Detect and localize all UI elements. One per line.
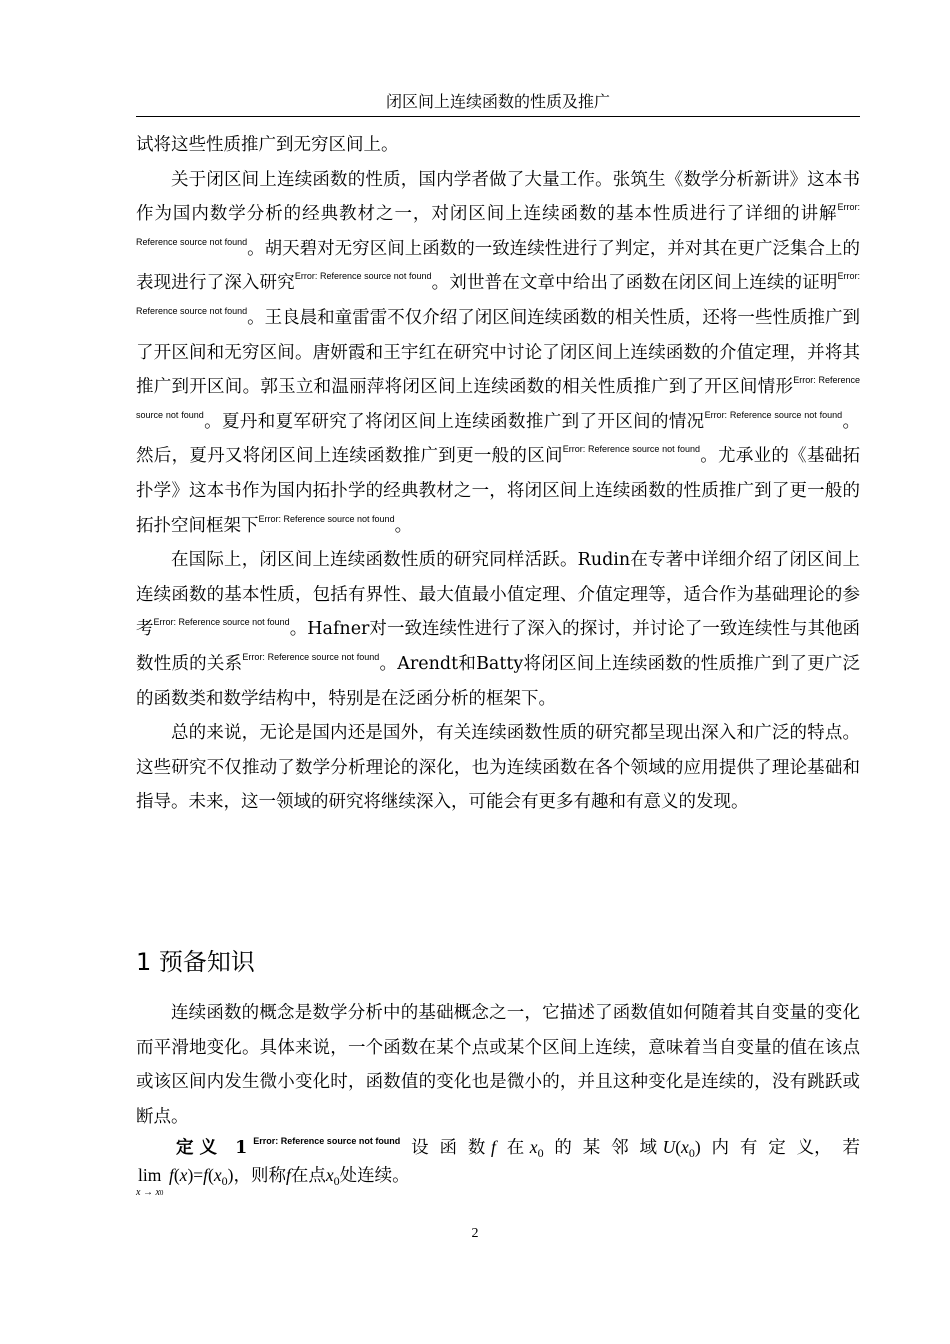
def-word bbox=[507, 1132, 544, 1168]
reference-error: Error: Reference source not found bbox=[136, 375, 861, 420]
math-paren: ) bbox=[694, 1137, 701, 1157]
definition-label-text: 定义 1 bbox=[176, 1138, 254, 1158]
reference-error: Error: Reference source not found bbox=[562, 444, 700, 455]
definition-label bbox=[176, 1133, 400, 1163]
math-paren: ( bbox=[675, 1137, 682, 1157]
reference-error: Error: Reference source not found bbox=[294, 271, 432, 282]
reference-error: Error: Reference source not found bbox=[136, 271, 861, 316]
math-sub-0: 0 bbox=[333, 1174, 340, 1188]
math-U: U bbox=[662, 1137, 676, 1157]
def-word: 函 bbox=[439, 1138, 458, 1158]
math-sub-0: 0 bbox=[688, 1146, 695, 1160]
math-sub-0: 0 bbox=[537, 1146, 544, 1160]
text-run: 。王良晨和童雷雷不仅介绍了闭区间连续函数的相关性质，还将一些性质推广到了开区间和无穷区间。唐妍霞和王宇红在研究中讨论了闭区间上连续函数的介值定理，并将其推广到开区间。郭玉立和温丽萍将闭区间上连续函数的相关性质推广到了开区间情形 bbox=[136, 307, 860, 398]
text-run: 。Hafner对一致连续性进行了深入的探讨，并讨论了一致连续性与其他函数性质的关系 bbox=[136, 619, 861, 674]
reference-error: Error: Reference source not found bbox=[153, 617, 290, 628]
math-x: x bbox=[213, 1165, 222, 1185]
reference-error: Error: Reference source not found bbox=[253, 1136, 401, 1146]
def-word bbox=[640, 1132, 701, 1168]
math-paren: ( bbox=[208, 1165, 214, 1185]
text-run: 。夏丹和夏军研究了将闭区间上连续函数推广到了开区间的情况 bbox=[203, 411, 705, 432]
math-paren: ( bbox=[173, 1165, 180, 1185]
def-word: 的 bbox=[554, 1138, 572, 1158]
definition-line-2 bbox=[136, 1166, 410, 1202]
math-paren: )= bbox=[187, 1165, 204, 1185]
text-run: 。胡天碧对无穷区间上函数的一致连续性进行了判定，并对其在更广泛集合上的表现进行了深入研究 bbox=[136, 238, 860, 294]
paragraph-3: 总的来说，无论是国内还是国外，有关连续函数性质的研究都呈现出深入和广泛的特点。这些研究不仅推动了数学分析理论的深化，也为连续函数在各个领域的应用提供了理论基础和指导。未来，这一领域的研究将继续深入，可能会有更多有趣和有意义的发现。 bbox=[136, 723, 860, 813]
def-word: 若 bbox=[842, 1138, 860, 1158]
reference-error: Error: Reference source not found bbox=[258, 513, 395, 524]
text-run: 。 bbox=[394, 515, 413, 536]
def-word: 定 bbox=[768, 1138, 786, 1158]
lim-sub-text: x → x bbox=[136, 1187, 160, 1198]
reference-error: Error: Reference source not found bbox=[704, 409, 843, 420]
math-x: x bbox=[179, 1165, 188, 1185]
section-paragraph: 连续函数的概念是数学分析中的基础概念之一，它描述了函数值如何随着其自变量的变化而平滑地变化。具体来说，一个函数在某个点或某个区间上连续，意味着当自变量的值在该点或该区间内发生微小变化时，函数值的变化也是微小的，并且这种变化是连续的，没有跳跃或断点。 bbox=[136, 1003, 860, 1127]
def-word-text: 域 bbox=[639, 1138, 657, 1158]
body-text bbox=[136, 128, 860, 820]
paragraph-2 bbox=[136, 543, 860, 716]
limit-equation bbox=[169, 1166, 410, 1186]
math-f: f bbox=[168, 1165, 174, 1185]
math-x: x bbox=[529, 1137, 538, 1157]
math-sub-0: 0 bbox=[221, 1174, 228, 1188]
def-word bbox=[468, 1132, 496, 1163]
paragraph-1 bbox=[136, 163, 860, 544]
def-word: 设 bbox=[411, 1138, 429, 1158]
section-heading: 1 预备知识 bbox=[136, 948, 255, 976]
math-f: f bbox=[203, 1165, 209, 1185]
math-f: f bbox=[490, 1137, 496, 1157]
text-run: 在国际上，闭区间上连续函数性质的研究同样活跃。Rudin在专著中详细介绍了闭区间上连续函数的基本性质，包括有界性、最大值最小值定理、介值定理等，适合作为基础理论的参考 bbox=[136, 550, 860, 640]
header-title: 闭区间上连续函数的性质及推广 bbox=[385, 92, 610, 111]
text-run: 。Arendt和Batty将闭区间上连续函数的性质推广到了更广泛的函数类和数学结构中，特别是在泛函分析的框架下。 bbox=[136, 653, 861, 709]
text-run: 关于闭区间上连续函数的性质，国内学者做了大量工作。张筑生《数学分析新讲》这本书作为国内数学分析的经典教材之一，对闭区间上连续函数的基本性质进行了详细的讲解 bbox=[136, 169, 860, 225]
math-x: x bbox=[681, 1137, 689, 1157]
lim-sub-0: 0 bbox=[159, 1189, 164, 1197]
math-x: x bbox=[325, 1165, 334, 1185]
page-number: 2 bbox=[471, 1226, 479, 1241]
math-paren: ) bbox=[227, 1165, 234, 1185]
math-f: f bbox=[285, 1165, 291, 1185]
def-word: 邻 bbox=[611, 1138, 629, 1158]
def-word: 某 bbox=[582, 1138, 601, 1158]
text-run: 。刘世普在文章中给出了函数在闭区间上连续的证明 bbox=[431, 273, 838, 294]
def-word-text: 数 bbox=[467, 1138, 486, 1158]
text-run: 。然后，夏丹又将闭区间上连续函数推广到更一般的区间 bbox=[136, 411, 860, 467]
def-word: 内 bbox=[711, 1138, 730, 1158]
def-tail: ，则称 bbox=[233, 1166, 286, 1186]
def-word-text: 在 bbox=[506, 1138, 525, 1158]
def-tail: 在点 bbox=[290, 1166, 326, 1186]
text-run: 。尤承业的《基础拓扑学》这本书作为国内拓扑学的经典教材之一，将闭区间上连续函数的性质推广到了更一般的拓扑空间框架下 bbox=[136, 446, 861, 536]
running-header bbox=[136, 90, 860, 117]
def-word bbox=[797, 1133, 832, 1163]
def-word-text: 义 bbox=[796, 1138, 815, 1158]
def-word-text: ， bbox=[814, 1138, 832, 1158]
lim-subscript bbox=[136, 1184, 163, 1202]
def-word: 有 bbox=[739, 1138, 758, 1158]
definition-line-1 bbox=[176, 1132, 860, 1168]
section-body bbox=[136, 996, 860, 1134]
reference-error: Error: Reference source not found bbox=[242, 651, 380, 662]
reference-error: Error: Reference source not found bbox=[136, 202, 860, 247]
paragraph-0: 试将这些性质推广到无穷区间上。 bbox=[136, 135, 399, 155]
limit-expression bbox=[136, 1166, 163, 1202]
def-tail: 处连续。 bbox=[339, 1166, 410, 1186]
lim-operator: lim bbox=[138, 1165, 162, 1185]
